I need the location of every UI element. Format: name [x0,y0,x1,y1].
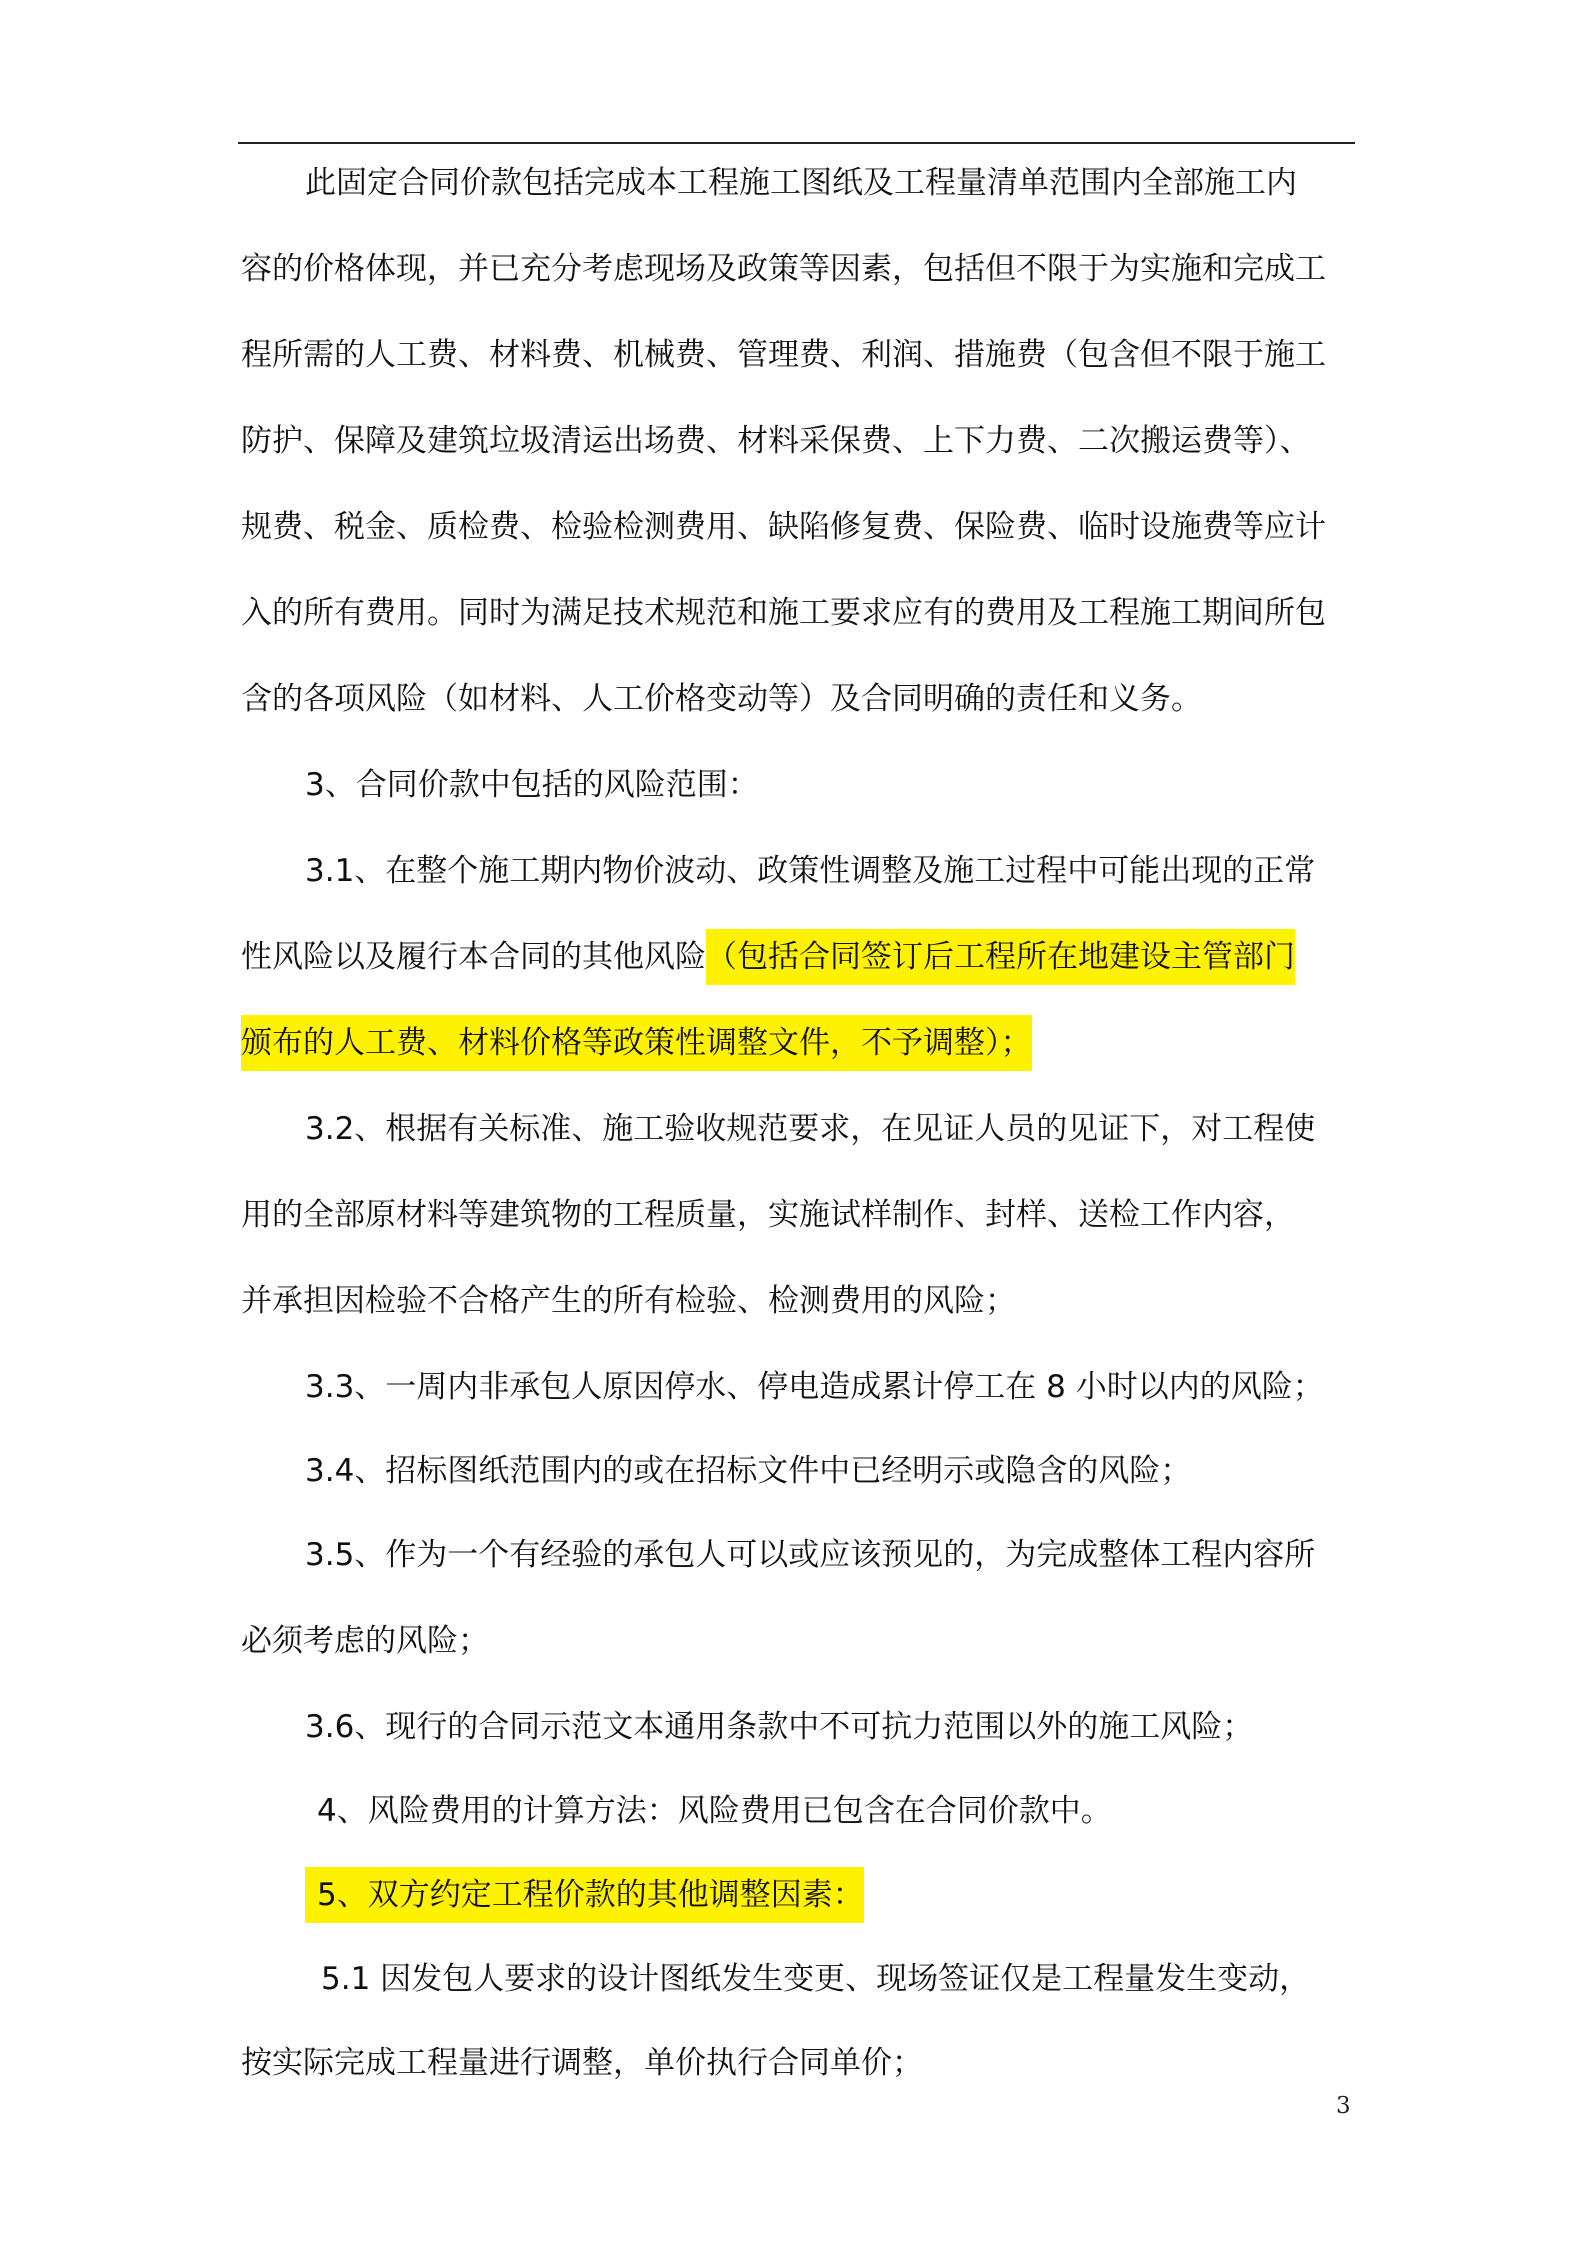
highlighted-text: 颁布的人工费、材料价格等政策性调整文件，不予调整）； [241,1015,1032,1071]
section-heading: 4、风险费用的计算方法：风险费用已包含在合同价款中。 [317,1793,1112,1829]
section-heading: 3、合同价款中包括的风险范围： [305,767,759,803]
clause-line: 用的全部原材料等建筑物的工程质量，实施试样制作、封样、送检工作内容， [241,1197,1295,1233]
clause-text: 性风险以及履行本合同的其他风险 [241,939,706,975]
clause-line: 并承担因检验不合格产生的所有检验、检测费用的风险； [241,1283,1016,1319]
clause-line: 3.5、作为一个有经验的承包人可以或应该预见的，为完成整体工程内容所 [305,1537,1316,1573]
paragraph-line: 容的价格体现，并已充分考虑现场及政策等因素，包括但不限于为实施和完成工 [241,251,1326,287]
clause-line: 3.4、招标图纸范围内的或在招标文件中已经明示或隐含的风险； [305,1453,1192,1489]
clause-line: 3.2、根据有关标准、施工验收规范要求，在见证人员的见证下，对工程使 [305,1111,1316,1147]
paragraph-line: 入的所有费用。同时为满足技术规范和施工要求应有的费用及工程施工期间所包 [241,595,1326,631]
clause-line: 按实际完成工程量进行调整，单价执行合同单价； [241,2045,923,2081]
page-number: 3 [1336,2093,1351,2119]
clause-line [241,914,1359,1000]
highlighted-text: （包括合同签订后工程所在地建设主管部门 [706,929,1295,985]
highlighted-heading: 5、双方约定工程价款的其他调整因素： [305,1867,864,1923]
paragraph-line: 含的各项风险（如材料、人工价格变动等）及合同明确的责任和义务。 [241,681,1202,717]
clause-line: 5.1 因发包人要求的设计图纸发生变更、现场签证仅是工程量发生变动， [321,1961,1311,1997]
clause-line: 3.6、现行的合同示范文本通用条款中不可抗力范围以外的施工风险； [305,1709,1254,1745]
clause-line: 必须考虑的风险； [241,1623,489,1659]
clause-line [241,1000,1359,1086]
paragraph-line: 此固定合同价款包括完成本工程施工图纸及工程量清单范围内全部施工内 [305,165,1297,201]
paragraph-line: 防护、保障及建筑垃圾清运出场费、材料采保费、上下力费、二次搬运费等）、 [241,423,1311,459]
section-heading [241,1852,1359,1938]
clause-line: 3.1、在整个施工期内物价波动、政策性调整及施工过程中可能出现的正常 [305,853,1316,889]
paragraph-line: 规费、税金、质检费、检验检测费用、缺陷修复费、保险费、临时设施费等应计 [241,509,1326,545]
document-body [241,140,1359,2106]
clause-line: 3.3、一周内非承包人原因停水、停电造成累计停工在 8 小时以内的风险； [305,1369,1324,1405]
paragraph-line: 程所需的人工费、材料费、机械费、管理费、利润、措施费（包含但不限于施工 [241,337,1326,373]
